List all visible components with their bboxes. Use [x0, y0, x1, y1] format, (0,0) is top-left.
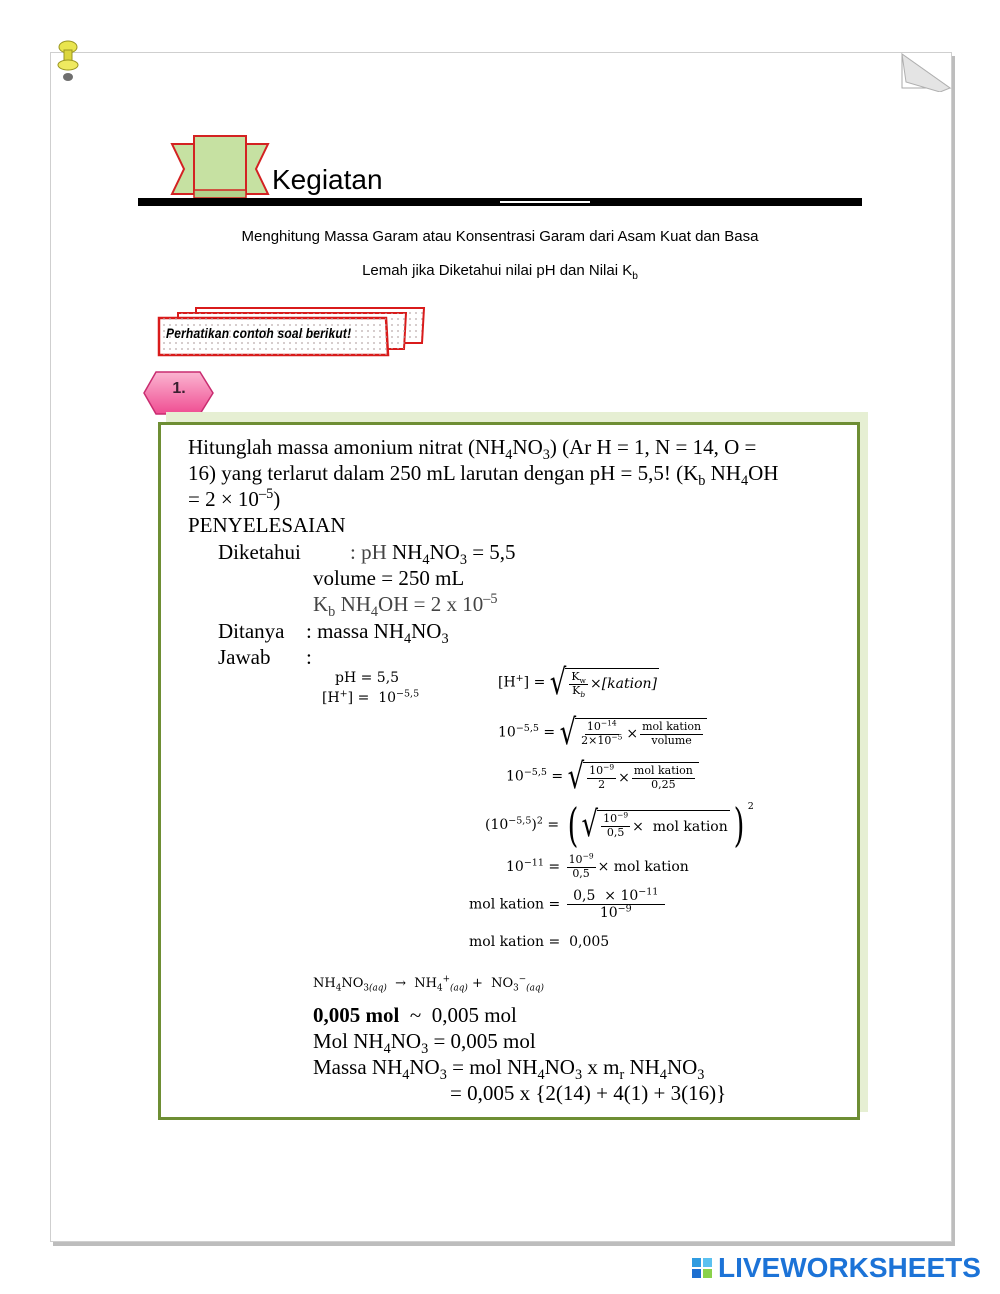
number-badge-text: 1.: [172, 380, 186, 397]
eq-step5: mol kation = $\frac{0,5 \times 10^{-11}}{10^{-9}}$: [469, 888, 667, 921]
asked-label: Ditanya: [218, 619, 285, 643]
known-label: Diketahui: [218, 540, 301, 564]
answer-colon: :: [306, 645, 312, 669]
eq-step6: mol kation = 0,005: [469, 934, 610, 950]
page-fold-corner: [900, 52, 952, 92]
subtitle-line1: Menghitung Massa Garam atau Konsentrasi Garam dari Asam Kuat dan Basa: [241, 228, 759, 245]
mol-line: Mol $NH_4NO_3 = 0,005$ mol: [313, 1029, 536, 1058]
eq-step4: $10^{-11}$ = $\frac{10^{-9}}{0,5}$ × mol kation: [506, 851, 689, 880]
title-underline-gap: [500, 201, 590, 203]
solution-heading: PENYELESAIAN: [188, 513, 346, 537]
watermark-text: LIVEWORKSHEETS: [718, 1252, 981, 1283]
liveworksheets-logo-icon: [690, 1254, 716, 1284]
final-line: = 0,005 x {2(14) + 4(1) + 3(16)}: [450, 1081, 727, 1105]
page-title: Kegiatan: [272, 164, 383, 195]
banner-text: Perhatikan contoh soal berikut!: [166, 325, 352, 341]
known-ph: : pH $NH_4NO_3 = 5,5$: [350, 540, 516, 569]
eq-step1: $10^{-5,5}$ = √ $\frac{10^{-14}}{2\times 10^{-5}}$ × $\frac{\text{mol kation}}{\text{volume}}$: [498, 718, 707, 747]
massa-line: Massa $NH_4NO_3$ = mol $NH_4NO_3$ x $m_r$ $NH_4NO_3$: [313, 1055, 705, 1084]
problem-line1: Hitunglah massa amonium nitrat $(NH_4NO_3)$ (Ar H = 1, N = 14, O =: [188, 435, 757, 464]
known-kb: $K_b$ $NH_4OH = 2$ x $10^{-5}$: [313, 591, 498, 621]
mol-ratio-line: 0,005 mol ~ 0,005 mol: [313, 1003, 517, 1027]
calc-ph-line: pH = 5,5: [335, 670, 400, 686]
problem-line3: = $2 \times 10^{-5}$): [188, 486, 281, 511]
reaction-equation: $NH_4NO_{3(aq)} \to NH_4^+_{(aq)} + NO_3^-_{(aq)}$: [313, 974, 544, 994]
subtitle-line2: Lemah jika Diketahui nilai pH dan Nilai $K_b$: [362, 262, 638, 282]
eq-step3: $(10^{-5,5})^2$ = ( √ $\frac{10^{-9}}{0,5}$ × mol kation ) $^2$: [485, 798, 754, 852]
known-volume: volume = 250 mL: [313, 566, 465, 590]
pushpin-icon: [55, 38, 83, 84]
ribbon-icon: [168, 132, 272, 204]
answer-label: Jawab: [218, 645, 271, 669]
eq-step2: $10^{-5,5}$ = √ $\frac{10^{-9}}{2}$ × $\frac{\text{mol kation}}{0,25}$: [506, 762, 699, 791]
calc-h-line: $[H^+] = 10^{-5,5}$: [322, 688, 420, 706]
eq-h-formula: [H+] = √ $\frac{K_w}{K_b}$ × [kation]: [498, 662, 657, 703]
problem-line2: 16) yang terlarut dalam 250 mL larutan dengan pH = 5,5! ($K_b$ $NH_4OH$: [188, 461, 779, 490]
asked-value: : massa $NH_4NO_3$: [306, 619, 449, 648]
